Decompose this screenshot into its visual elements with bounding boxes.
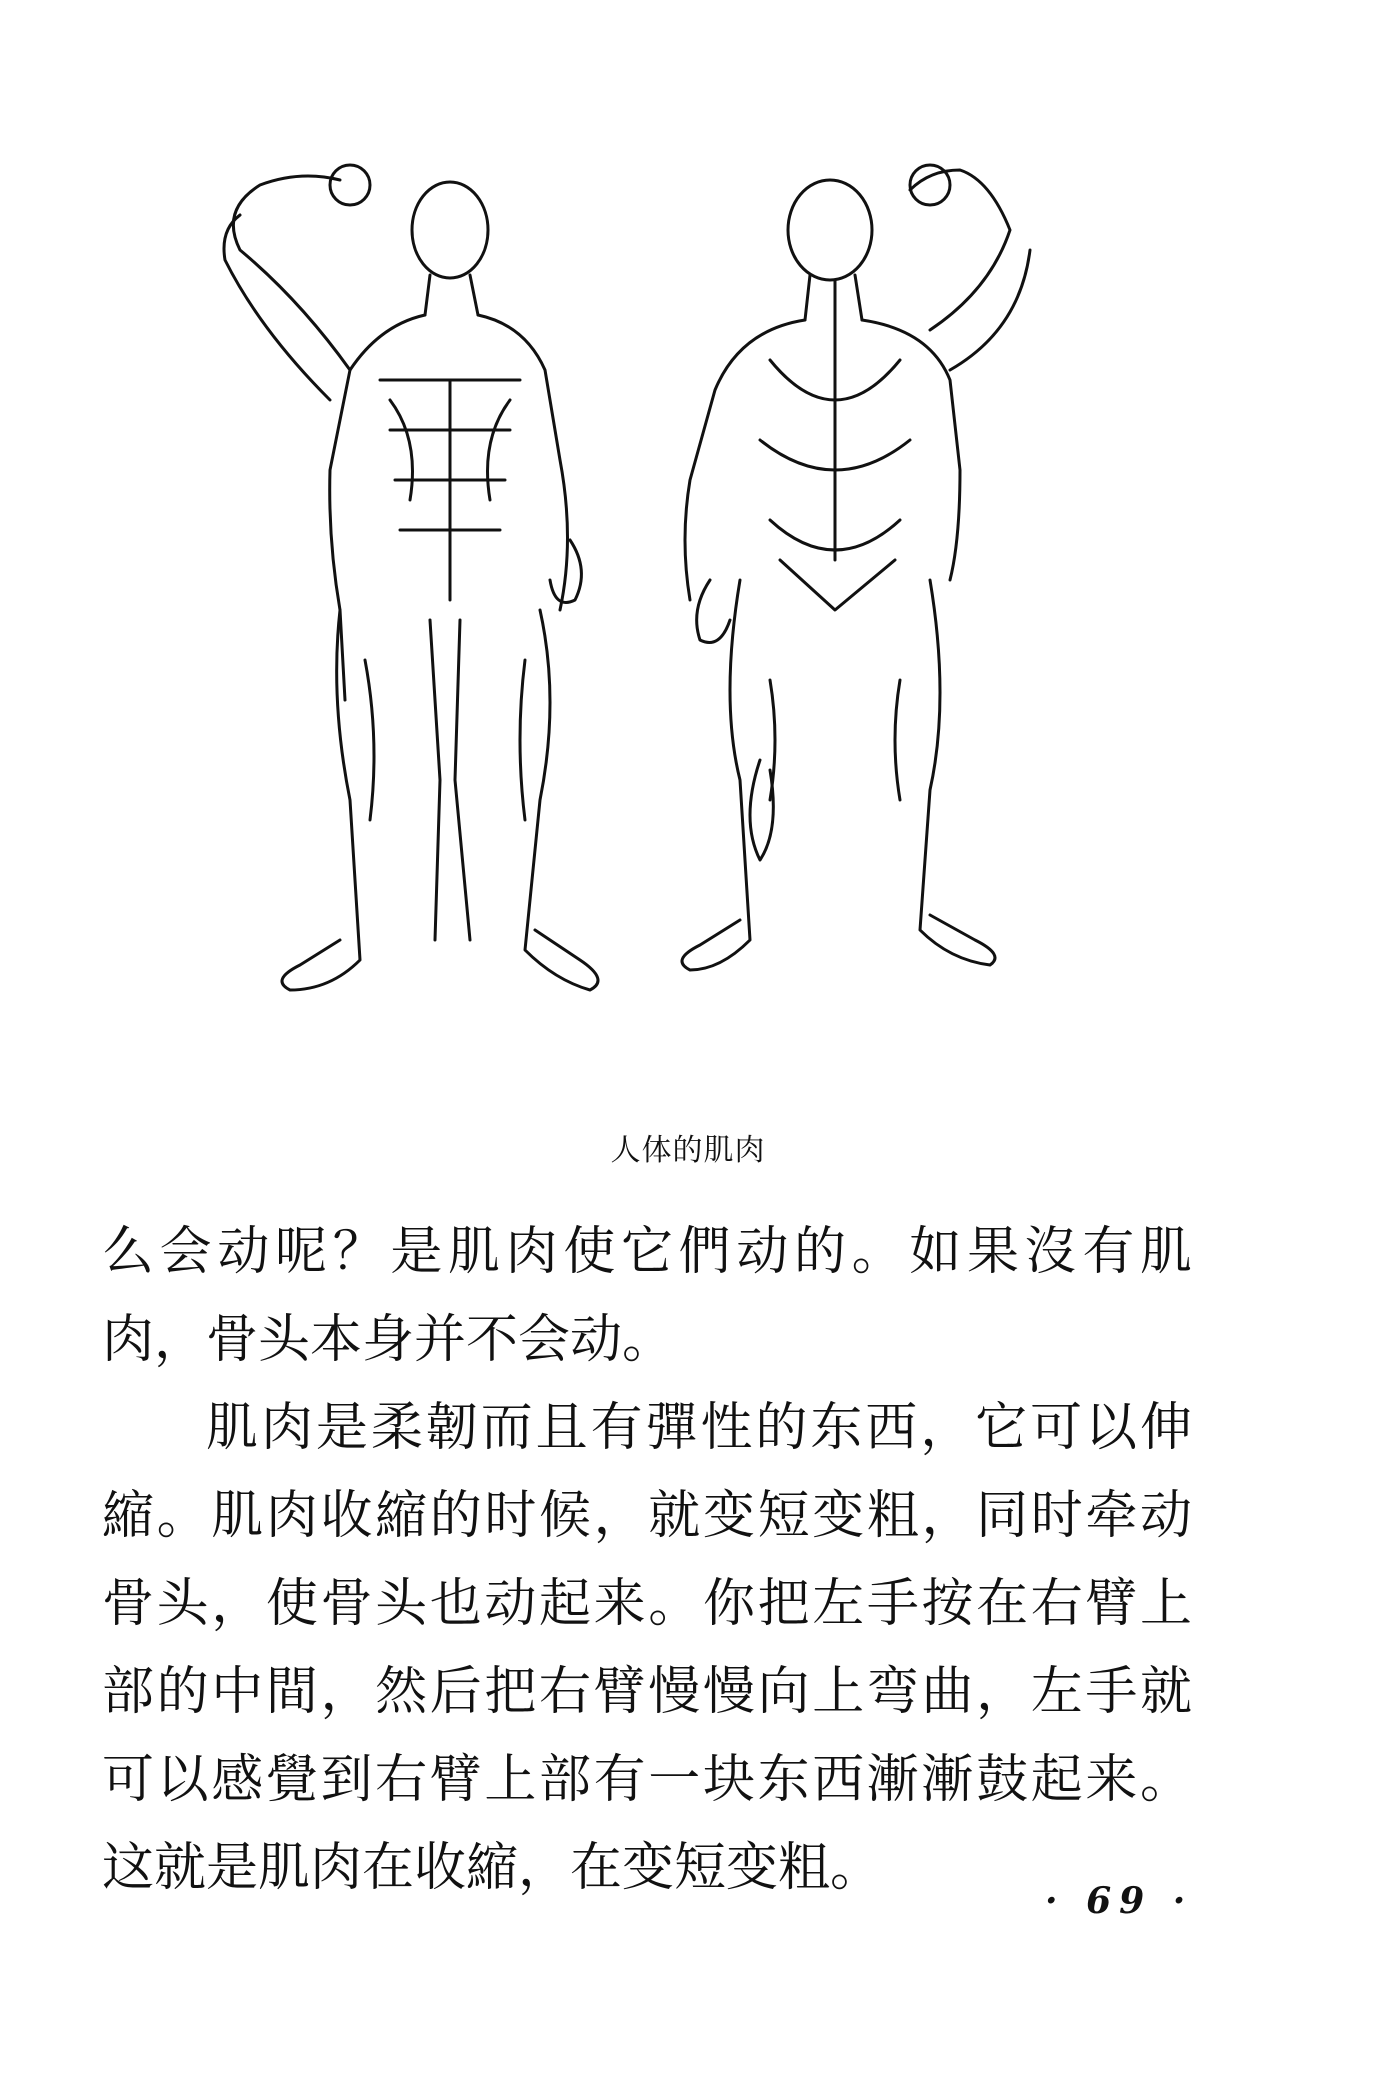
- muscle-figures-icon: [180, 140, 1120, 1100]
- paragraph-1: 么会动呢？是肌肉使它們动的。如果沒有肌肉，骨头本身并不会动。: [102, 1222, 1192, 1370]
- anatomical-muscle-illustration: [180, 140, 1120, 1100]
- back-figure: [682, 165, 1030, 970]
- paragraph-2: 肌肉是柔韌而且有彈性的东西，它可以伸縮。肌肉收縮的时候，就变短变粗，同时牵动骨头，使骨头也动起来。你把左手按在右臂上部的中間，然后把右臂慢慢向上弯曲，左手就可以感覺到右臂上部有一块东西漸漸鼓起来。这就是肌肉在收縮，在变短变粗。: [102, 1398, 1192, 1898]
- page-number: · 69 ·: [1045, 1880, 1194, 1922]
- figure-caption: 人体的肌肉: [610, 1133, 766, 1168]
- front-figure: [224, 165, 598, 990]
